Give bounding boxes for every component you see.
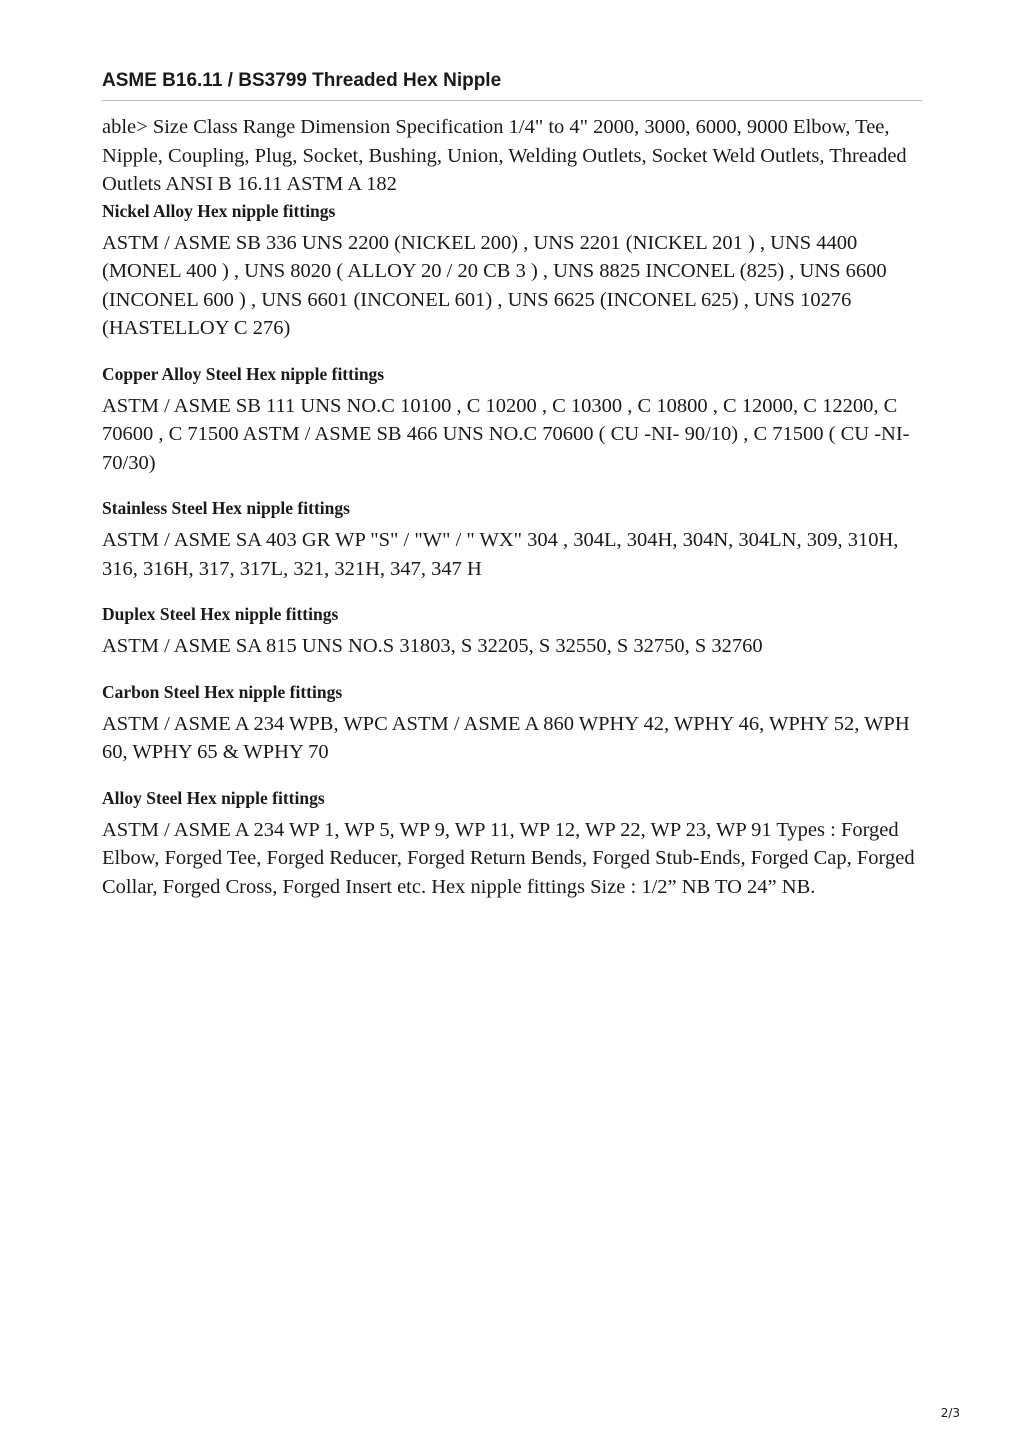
section-stainless-steel <box>102 496 922 583</box>
section-copper-alloy <box>102 362 922 478</box>
document-page <box>102 70 922 901</box>
section-heading: Duplex Steel Hex nipple fittings <box>102 604 339 624</box>
section-body: ASTM / ASME SA 403 GR WP "S" / "W" / " WX" 304 , 304L, 304H, 304N, 304LN, 309, 310H, 316, 316H, 317, 317L, 321, 321H, 347, 347 H <box>102 529 899 580</box>
section-heading: Stainless Steel Hex nipple fittings <box>102 498 350 518</box>
section-body: ASTM / ASME A 234 WP 1, WP 5, WP 9, WP 11, WP 12, WP 22, WP 23, WP 91 Types : Forged Elbow, Forged Tee, Forged Reducer, Forged Return Bends, Forged Stub-Ends, Forged Cap, Forged Collar, Forged Cross, Forged Insert etc. Hex nipple fittings Size : 1/2” NB TO 24” NB. <box>102 818 915 898</box>
section-body: ASTM / ASME SA 815 UNS NO.S 31803, S 32205, S 32550, S 32750, S 32760 <box>102 635 763 657</box>
section-duplex-steel <box>102 602 922 661</box>
section-heading: Carbon Steel Hex nipple fittings <box>102 681 343 702</box>
page-number: 2/3 <box>940 1406 960 1420</box>
section-alloy-steel <box>102 786 922 902</box>
section-heading: Alloy Steel Hex nipple fittings <box>102 787 325 808</box>
section-body: ASTM / ASME SB 336 UNS 2200 (NICKEL 200) , UNS 2201 (NICKEL 201 ) , UNS 4400 (MONEL 400 ) , UNS 8020 ( ALLOY 20 / 20 CB 3 ) , UNS 8825 INCONEL (825) , UNS 6600 (INCONEL 600 ) , UNS 6601 (INCONEL 601) , UNS 6625 (INCONEL 625) , UNS 10276 (HASTELLOY C 276) <box>102 231 887 339</box>
section-heading: Copper Alloy Steel Hex nipple fittings <box>102 363 385 384</box>
section-carbon-steel <box>102 680 922 767</box>
section-nickel-alloy <box>102 199 922 343</box>
section-heading: Nickel Alloy Hex nipple fittings <box>102 200 336 221</box>
page-title: ASME B16.11 / BS3799 Threaded Hex Nipple <box>102 70 922 101</box>
section-body: ASTM / ASME SB 111 UNS NO.C 10100 , C 10200 , C 10300 , C 10800 , C 12000, C 12200, C 70600 , C 71500 ASTM / ASME SB 466 UNS NO.C 70600 ( CU -NI- 90/10) , C 71500 ( CU -NI- 70/30) <box>102 394 910 474</box>
section-body: ASTM / ASME A 234 WPB, WPC ASTM / ASME A 860 WPHY 42, WPHY 46, WPHY 52, WPH 60, WPHY 65 & WPHY 70 <box>102 712 910 763</box>
intro-paragraph: able> Size Class Range Dimension Specification 1/4" to 4" 2000, 3000, 6000, 9000 Elbow, Tee, Nipple, Coupling, Plug, Socket, Bushing, Union, Welding Outlets, Socket Weld Outlets, Threaded Outlets ANSI B 16.11 ASTM A 182 <box>102 116 907 195</box>
